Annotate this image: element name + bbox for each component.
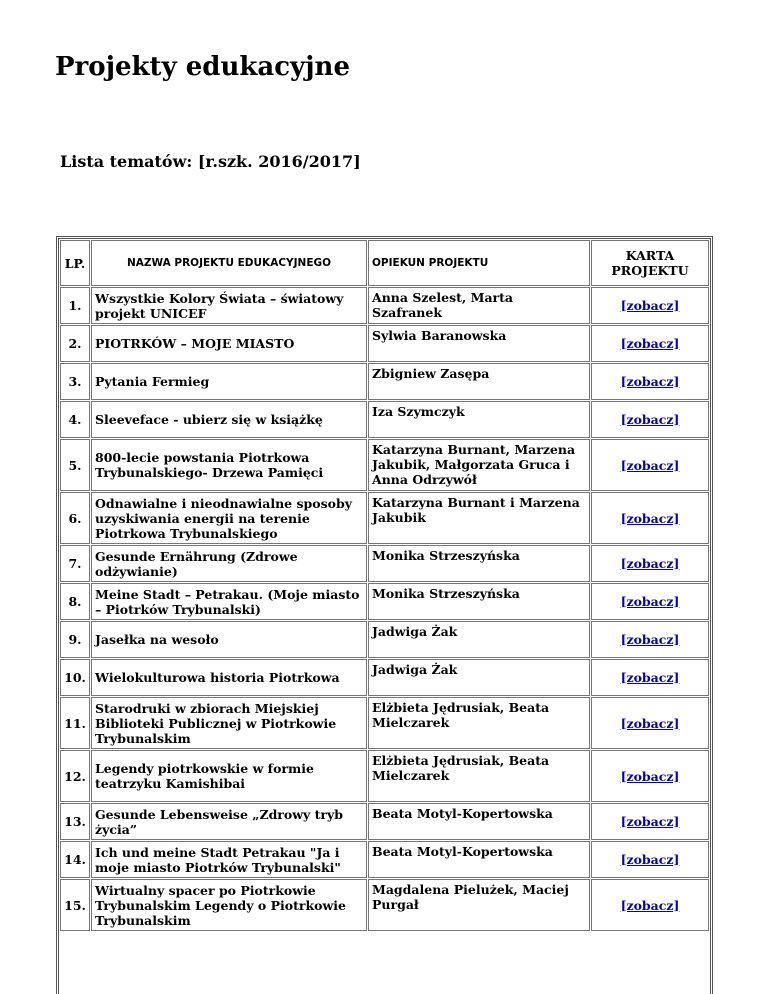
zobacz-link[interactable]: [zobacz] — [620, 457, 680, 473]
row-lp: 10. — [60, 659, 90, 696]
row-card-cell — [591, 363, 709, 400]
table-row — [60, 659, 709, 696]
row-project-name: Gesunde Ernährung (Zdrowe odżywianie) — [91, 545, 367, 582]
projects-table — [59, 239, 710, 932]
table-row — [60, 621, 709, 658]
row-lp: 6. — [60, 492, 90, 544]
row-supervisor: Jadwiga Żak — [368, 659, 590, 696]
row-card-cell — [591, 750, 709, 802]
table-row — [60, 697, 709, 749]
row-card-cell — [591, 287, 709, 324]
header-lp: LP. — [60, 240, 90, 286]
row-supervisor: Elżbieta Jędrusiak, Beata Mielczarek — [368, 750, 590, 802]
row-supervisor: Katarzyna Burnant i Marzena Jakubik — [368, 492, 590, 544]
table-row — [60, 492, 709, 544]
row-project-name: Pytania Fermieg — [91, 363, 367, 400]
table-row — [60, 583, 709, 620]
table-row — [60, 439, 709, 491]
row-lp: 9. — [60, 621, 90, 658]
row-project-name: Starodruki w zbiorach Miejskiej Biblioteki Publicznej w Piotrkowie Trybunalskim — [91, 697, 367, 749]
table-row — [60, 841, 709, 878]
table-row — [60, 363, 709, 400]
row-lp: 7. — [60, 545, 90, 582]
zobacz-link[interactable]: [zobacz] — [620, 412, 680, 427]
row-supervisor: Iza Szymczyk — [368, 401, 590, 438]
row-project-name: Legendy piotrkowskie w formie teatrzyku Kamishibai — [91, 750, 367, 802]
row-project-name: Jasełka na wesoło — [91, 621, 367, 658]
table-row — [60, 287, 709, 324]
table-header-row — [60, 240, 709, 286]
table-row — [60, 750, 709, 802]
row-supervisor: Elżbieta Jędrusiak, Beata Mielczarek — [368, 697, 590, 749]
row-supervisor: Monika Strzeszyńska — [368, 583, 590, 620]
row-lp: 11. — [60, 697, 90, 749]
list-heading: Lista tematów: [r.szk. 2016/2017] — [60, 152, 361, 171]
table-row — [60, 545, 709, 582]
table-row — [60, 879, 709, 931]
zobacz-link[interactable]: [zobacz] — [620, 594, 680, 609]
header-nazwa: NAZWA PROJEKTU EDUKACYJNEGO — [91, 240, 367, 286]
row-project-name: Ich und meine Stadt Petrakau "Ja i moje miasto Piotrków Trybunalski" — [91, 841, 367, 878]
zobacz-link[interactable]: [zobacz] — [620, 298, 680, 313]
row-project-name: Sleeveface - ubierz się w książkę — [91, 401, 367, 438]
row-lp: 13. — [60, 803, 90, 840]
row-card-cell — [591, 803, 709, 840]
row-project-name: 800-lecie powstania Piotrkowa Trybunalskiego- Drzewa Pamięci — [91, 439, 367, 491]
row-supervisor: Sylwia Baranowska — [368, 325, 590, 362]
row-card-cell — [591, 492, 709, 544]
projects-table-frame — [56, 236, 713, 994]
row-lp: 5. — [60, 439, 90, 491]
table-row — [60, 803, 709, 840]
header-karta: KARTA PROJEKTU — [591, 240, 709, 286]
row-lp: 3. — [60, 363, 90, 400]
row-lp: 2. — [60, 325, 90, 362]
row-project-name: Meine Stadt – Petrakau. (Moje miasto – Piotrków Trybunalski) — [91, 583, 367, 620]
row-card-cell — [591, 659, 709, 696]
row-card-cell — [591, 439, 709, 491]
row-card-cell — [591, 583, 709, 620]
row-project-name: PIOTRKÓW – MOJE MIASTO — [91, 325, 367, 362]
row-supervisor: Beata Motyl-Kopertowska — [368, 803, 590, 840]
row-card-cell — [591, 621, 709, 658]
row-project-name: Wszystkie Kolory Świata – światowy projekt UNICEF — [91, 287, 367, 324]
page-title: Projekty edukacyjne — [55, 52, 351, 82]
row-lp: 12. — [60, 750, 90, 802]
row-card-cell — [591, 545, 709, 582]
zobacz-link[interactable]: [zobacz] — [620, 374, 680, 389]
row-supervisor: Jadwiga Żak — [368, 621, 590, 658]
row-supervisor: Magdalena Pielużek, Maciej Purgał — [368, 879, 590, 931]
row-supervisor: Monika Strzeszyńska — [368, 545, 590, 582]
row-supervisor: Anna Szelest, Marta Szafranek — [368, 287, 590, 324]
zobacz-link[interactable]: [zobacz] — [620, 768, 680, 784]
row-lp: 4. — [60, 401, 90, 438]
row-project-name: Odnawialne i nieodnawialne sposoby uzyskiwania energii na terenie Piotrkowa Trybunalskiego — [91, 492, 367, 544]
row-card-cell — [591, 325, 709, 362]
row-project-name: Gesunde Lebensweise „Zdrowy tryb życia” — [91, 803, 367, 840]
row-card-cell — [591, 841, 709, 878]
row-project-name: Wielokulturowa historia Piotrkowa — [91, 659, 367, 696]
zobacz-link[interactable]: [zobacz] — [620, 336, 680, 351]
zobacz-link[interactable]: [zobacz] — [620, 852, 680, 867]
zobacz-link[interactable]: [zobacz] — [620, 715, 680, 731]
row-supervisor: Beata Motyl-Kopertowska — [368, 841, 590, 878]
row-lp: 14. — [60, 841, 90, 878]
zobacz-link[interactable]: [zobacz] — [620, 632, 680, 647]
row-supervisor: Katarzyna Burnant, Marzena Jakubik, Małgorzata Gruca i Anna Odrzywół — [368, 439, 590, 491]
row-lp: 1. — [60, 287, 90, 324]
zobacz-link[interactable]: [zobacz] — [620, 670, 680, 685]
row-card-cell — [591, 401, 709, 438]
zobacz-link[interactable]: [zobacz] — [620, 556, 680, 571]
row-project-name: Wirtualny spacer po Piotrkowie Trybunalskim Legendy o Piotrkowie Trybunalskim — [91, 879, 367, 931]
zobacz-link[interactable]: [zobacz] — [620, 510, 680, 526]
table-row — [60, 325, 709, 362]
header-opiekun: OPIEKUN PROJEKTU — [368, 240, 590, 286]
row-supervisor: Zbigniew Zasępa — [368, 363, 590, 400]
zobacz-link[interactable]: [zobacz] — [620, 814, 680, 829]
row-card-cell — [591, 697, 709, 749]
row-lp: 15. — [60, 879, 90, 931]
row-card-cell — [591, 879, 709, 931]
row-lp: 8. — [60, 583, 90, 620]
zobacz-link[interactable]: [zobacz] — [620, 897, 680, 913]
table-row — [60, 401, 709, 438]
